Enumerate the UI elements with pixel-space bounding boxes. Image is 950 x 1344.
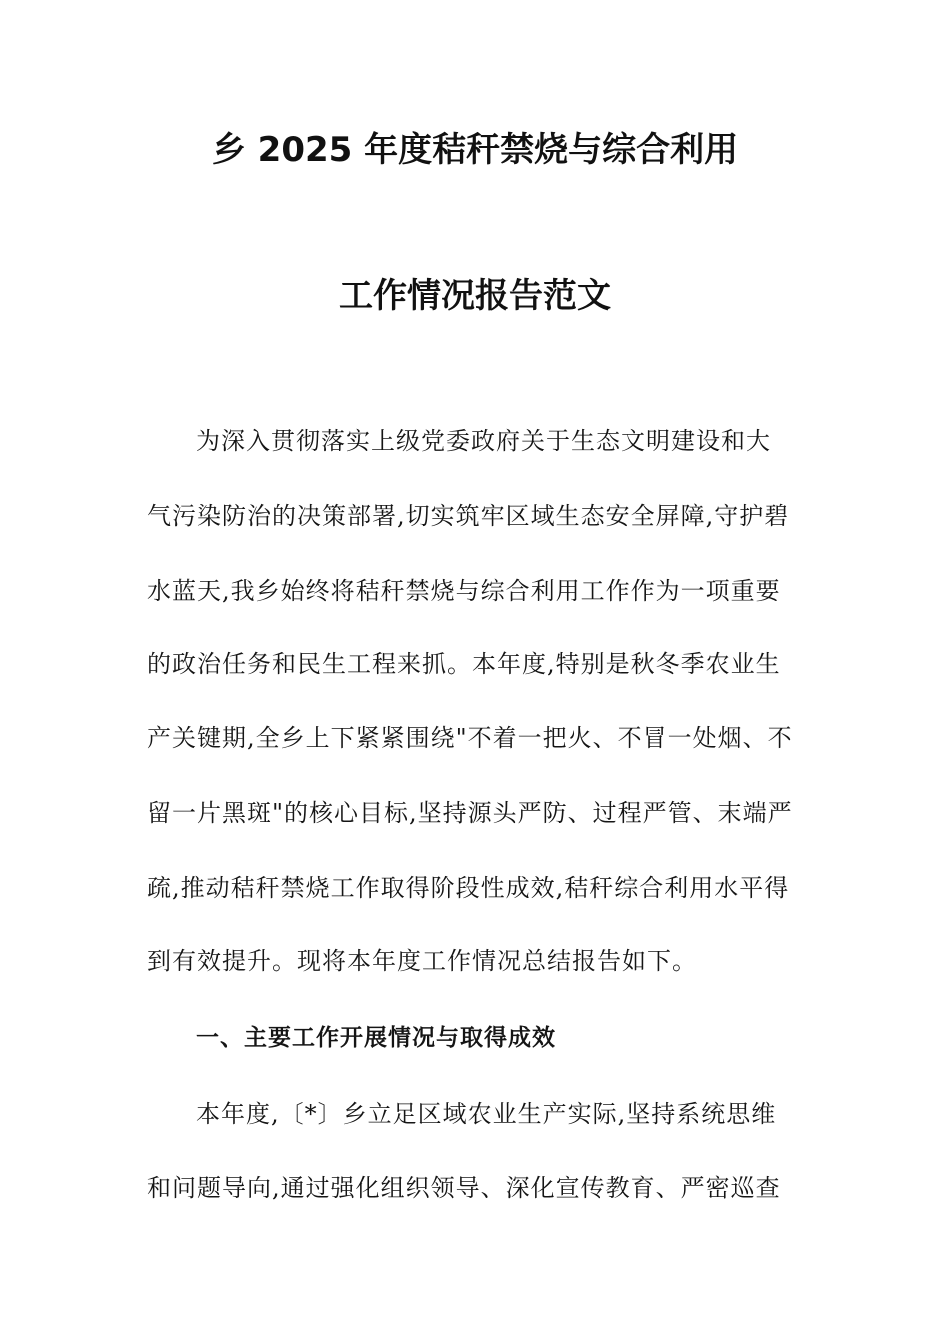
section-heading-1: 一、主要工作开展情况与取得成效 [196, 1025, 556, 1051]
paragraph-2-line-1: 本年度,〔*〕乡立足区域农业生产实际,坚持系统思维 [196, 1100, 777, 1128]
paragraph-1-line-6: 留一片黑斑"的核心目标,坚持源头严防、过程严管、末端严 [147, 799, 793, 827]
document-title-line-2: 工作情况报告范文 [339, 276, 611, 316]
paragraph-1-line-8: 到有效提升。现将本年度工作情况总结报告如下。 [147, 947, 697, 975]
paragraph-1-line-7: 疏,推动秸秆禁烧工作取得阶段性成效,秸秆综合利用水平得 [147, 874, 790, 902]
paragraph-1-line-2: 气污染防治的决策部署,切实筑牢区域生态安全屏障,守护碧 [147, 502, 790, 530]
paragraph-1-line-3: 水蓝天,我乡始终将秸秆禁烧与综合利用工作作为一项重要 [147, 577, 781, 605]
paragraph-1-line-4: 的政治任务和民生工程来抓。本年度,特别是秋冬季农业生 [147, 650, 781, 678]
paragraph-1-line-5: 产关键期,全乡上下紧紧围绕"不着一把火、不冒一处烟、不 [147, 724, 793, 752]
paragraph-1-line-1: 为深入贯彻落实上级党委政府关于生态文明建设和大 [196, 427, 771, 455]
document-title-line-1: 乡 2025 年度秸秆禁烧与综合利用 [211, 130, 739, 170]
paragraph-2-line-2: 和问题导向,通过强化组织领导、深化宣传教育、严密巡查 [147, 1174, 781, 1202]
